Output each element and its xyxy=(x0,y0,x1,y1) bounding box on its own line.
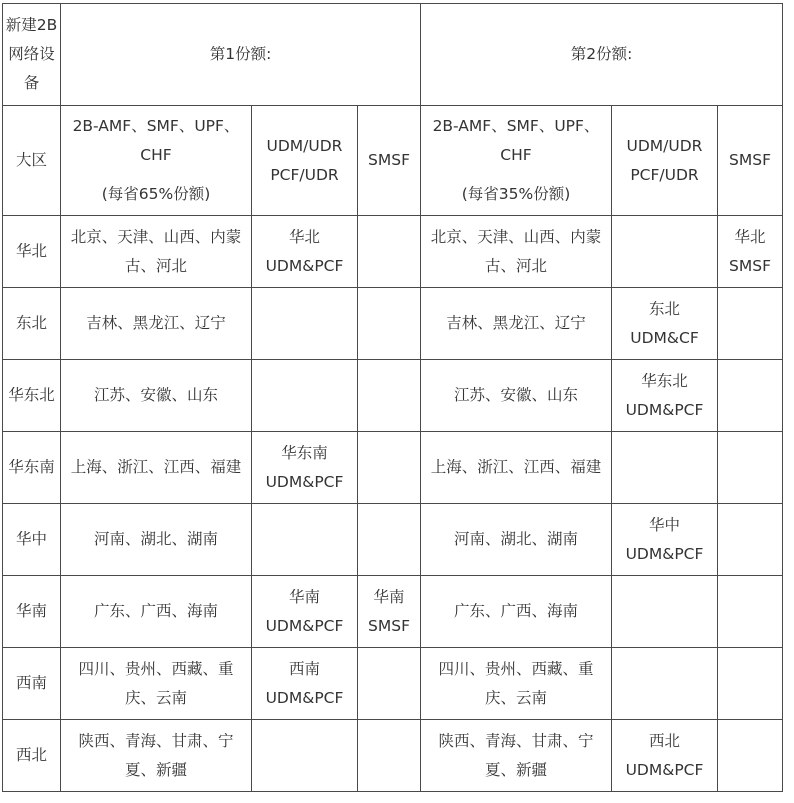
cell-line: 北京、天津、山西、内蒙 xyxy=(430,227,602,246)
q2-provinces-cell xyxy=(421,360,612,432)
cell-line: UDM&PCF xyxy=(625,400,704,419)
cell-line: 庆、云南 xyxy=(124,688,187,707)
table-row xyxy=(3,648,783,720)
region-cell: 华中 xyxy=(3,504,61,576)
q2-udm-cell xyxy=(612,504,718,576)
q2-smsf-header: SMSF xyxy=(718,106,783,216)
q2-udm-line-1: UDM/UDR xyxy=(626,136,703,155)
corner-line-2: 网络设 xyxy=(8,45,55,63)
subheader-row xyxy=(3,106,783,216)
q1-amf-header xyxy=(61,106,252,216)
q1-udm-header xyxy=(252,106,358,216)
q1-provinces-cell xyxy=(61,504,252,576)
cell-line: 上海、浙江、江西、福建 xyxy=(70,458,242,476)
cell-line: 陕西、青海、甘肃、宁 xyxy=(438,731,594,750)
region-cell: 华东南 xyxy=(3,432,61,504)
cell-line: 北京、天津、山西、内蒙 xyxy=(70,227,242,246)
region-header: 大区 xyxy=(3,106,61,216)
q2-udm-cell xyxy=(612,720,718,792)
quota1-header: 第1份额: xyxy=(61,4,421,106)
q2-smsf-cell xyxy=(718,432,783,504)
table-row xyxy=(3,432,783,504)
cell-line: 华南 xyxy=(373,587,405,606)
q1-provinces-cell xyxy=(61,288,252,360)
cell-line: 古、河北 xyxy=(484,256,547,275)
cell-line: 东北 xyxy=(648,299,680,318)
q2-udm-cell xyxy=(612,216,718,288)
q1-udm-cell xyxy=(252,288,358,360)
cell-line: UDM&PCF xyxy=(265,616,344,635)
region-cell: 华北 xyxy=(3,216,61,288)
cell-line: UDM&PCF xyxy=(265,472,344,491)
cell-line: 华中 xyxy=(648,515,680,534)
region-cell: 华南 xyxy=(3,576,61,648)
cell-line: 华北 xyxy=(288,227,320,246)
cell-line: UDM&PCF xyxy=(265,688,344,707)
q2-udm-cell xyxy=(612,360,718,432)
cell-line: 江苏、安徽、山东 xyxy=(453,386,578,404)
region-cell: 西南 xyxy=(3,648,61,720)
cell-line: SMSF xyxy=(729,256,771,275)
region-cell: 东北 xyxy=(3,288,61,360)
q1-amf-line-1: 2B-AMF、SMF、UPF、 xyxy=(72,117,240,135)
q1-provinces-cell xyxy=(61,648,252,720)
q2-provinces-cell xyxy=(421,504,612,576)
table-row xyxy=(3,720,783,792)
cell-line: 四川、贵州、西藏、重 xyxy=(78,659,234,678)
q2-amf-note: (每省35%份额) xyxy=(461,185,571,203)
cell-line: 华东北 xyxy=(641,371,688,390)
cell-line: 华北 xyxy=(734,227,766,246)
cell-line: 江苏、安徽、山东 xyxy=(93,386,218,404)
cell-line: 上海、浙江、江西、福建 xyxy=(430,458,602,476)
q2-smsf-cell xyxy=(718,288,783,360)
q1-smsf-cell xyxy=(358,288,421,360)
q2-smsf-cell xyxy=(718,720,783,792)
region-cell: 西北 xyxy=(3,720,61,792)
cell-line: UDM&CF xyxy=(630,328,699,347)
q1-udm-cell xyxy=(252,360,358,432)
cell-line: 西南 xyxy=(288,659,320,678)
q1-smsf-cell xyxy=(358,432,421,504)
cell-line: 西北 xyxy=(648,731,680,750)
q2-provinces-cell xyxy=(421,720,612,792)
q1-smsf-cell xyxy=(358,648,421,720)
cell-line: UDM&PCF xyxy=(625,544,704,563)
cell-line: 河南、湖北、湖南 xyxy=(93,530,218,548)
q2-amf-line-1: 2B-AMF、SMF、UPF、 xyxy=(432,117,600,135)
cell-line: 夏、新疆 xyxy=(124,760,187,779)
region-cell: 华东北 xyxy=(3,360,61,432)
q1-provinces-cell xyxy=(61,720,252,792)
q2-provinces-cell xyxy=(421,216,612,288)
cell-line: 四川、贵州、西藏、重 xyxy=(438,659,594,678)
q1-provinces-cell xyxy=(61,216,252,288)
q2-udm-cell xyxy=(612,288,718,360)
cell-line: UDM&PCF xyxy=(625,760,704,779)
table-row xyxy=(3,576,783,648)
corner-line-3: 备 xyxy=(23,74,40,92)
cell-line: UDM&PCF xyxy=(265,256,344,275)
q2-provinces-cell xyxy=(421,288,612,360)
cell-line: 华东南 xyxy=(281,443,328,462)
q2-smsf-cell xyxy=(718,216,783,288)
q2-provinces-cell xyxy=(421,432,612,504)
quota-table xyxy=(2,3,783,792)
q2-udm-line-2: PCF/UDR xyxy=(630,165,699,184)
q1-smsf-cell xyxy=(358,720,421,792)
q2-smsf-cell xyxy=(718,576,783,648)
q1-amf-note: (每省65%份额) xyxy=(101,185,211,203)
cell-line: 河南、湖北、湖南 xyxy=(453,530,578,548)
q1-smsf-cell xyxy=(358,576,421,648)
q1-udm-cell xyxy=(252,432,358,504)
quota2-header: 第2份额: xyxy=(421,4,783,106)
cell-line: 庆、云南 xyxy=(484,688,547,707)
q2-amf-line-2: CHF xyxy=(500,146,532,164)
cell-line: 吉林、黑龙江、辽宁 xyxy=(446,314,586,332)
q1-smsf-cell xyxy=(358,360,421,432)
q1-udm-cell xyxy=(252,576,358,648)
q1-udm-cell xyxy=(252,504,358,576)
q2-provinces-cell xyxy=(421,576,612,648)
q2-udm-cell xyxy=(612,432,718,504)
q2-smsf-cell xyxy=(718,648,783,720)
q2-amf-header xyxy=(421,106,612,216)
table-row xyxy=(3,288,783,360)
cell-line: 华南 xyxy=(288,587,320,606)
cell-line: SMSF xyxy=(368,616,410,635)
header-row xyxy=(3,4,783,106)
q1-udm-cell xyxy=(252,720,358,792)
q2-udm-cell xyxy=(612,576,718,648)
cell-line: 广东、广西、海南 xyxy=(453,602,578,620)
table-row xyxy=(3,216,783,288)
q1-provinces-cell xyxy=(61,432,252,504)
q2-udm-cell xyxy=(612,648,718,720)
table-body xyxy=(3,4,783,792)
corner-cell xyxy=(3,4,61,106)
q1-smsf-header: SMSF xyxy=(358,106,421,216)
q1-udm-cell xyxy=(252,216,358,288)
q1-udm-line-2: PCF/UDR xyxy=(270,165,339,184)
cell-line: 广东、广西、海南 xyxy=(93,602,218,620)
q2-smsf-cell xyxy=(718,504,783,576)
corner-line-1: 新建2B xyxy=(5,16,58,34)
q2-provinces-cell xyxy=(421,648,612,720)
cell-line: 吉林、黑龙江、辽宁 xyxy=(86,314,226,332)
q2-smsf-cell xyxy=(718,360,783,432)
q1-udm-line-1: UDM/UDR xyxy=(266,136,343,155)
cell-line: 古、河北 xyxy=(124,256,187,275)
q1-smsf-cell xyxy=(358,504,421,576)
q2-udm-header xyxy=(612,106,718,216)
q1-udm-cell xyxy=(252,648,358,720)
q1-smsf-cell xyxy=(358,216,421,288)
q1-provinces-cell xyxy=(61,576,252,648)
table-row xyxy=(3,504,783,576)
q1-provinces-cell xyxy=(61,360,252,432)
cell-line: 陕西、青海、甘肃、宁 xyxy=(78,731,234,750)
q1-amf-line-2: CHF xyxy=(140,146,172,164)
table-row xyxy=(3,360,783,432)
cell-line: 夏、新疆 xyxy=(484,760,547,779)
